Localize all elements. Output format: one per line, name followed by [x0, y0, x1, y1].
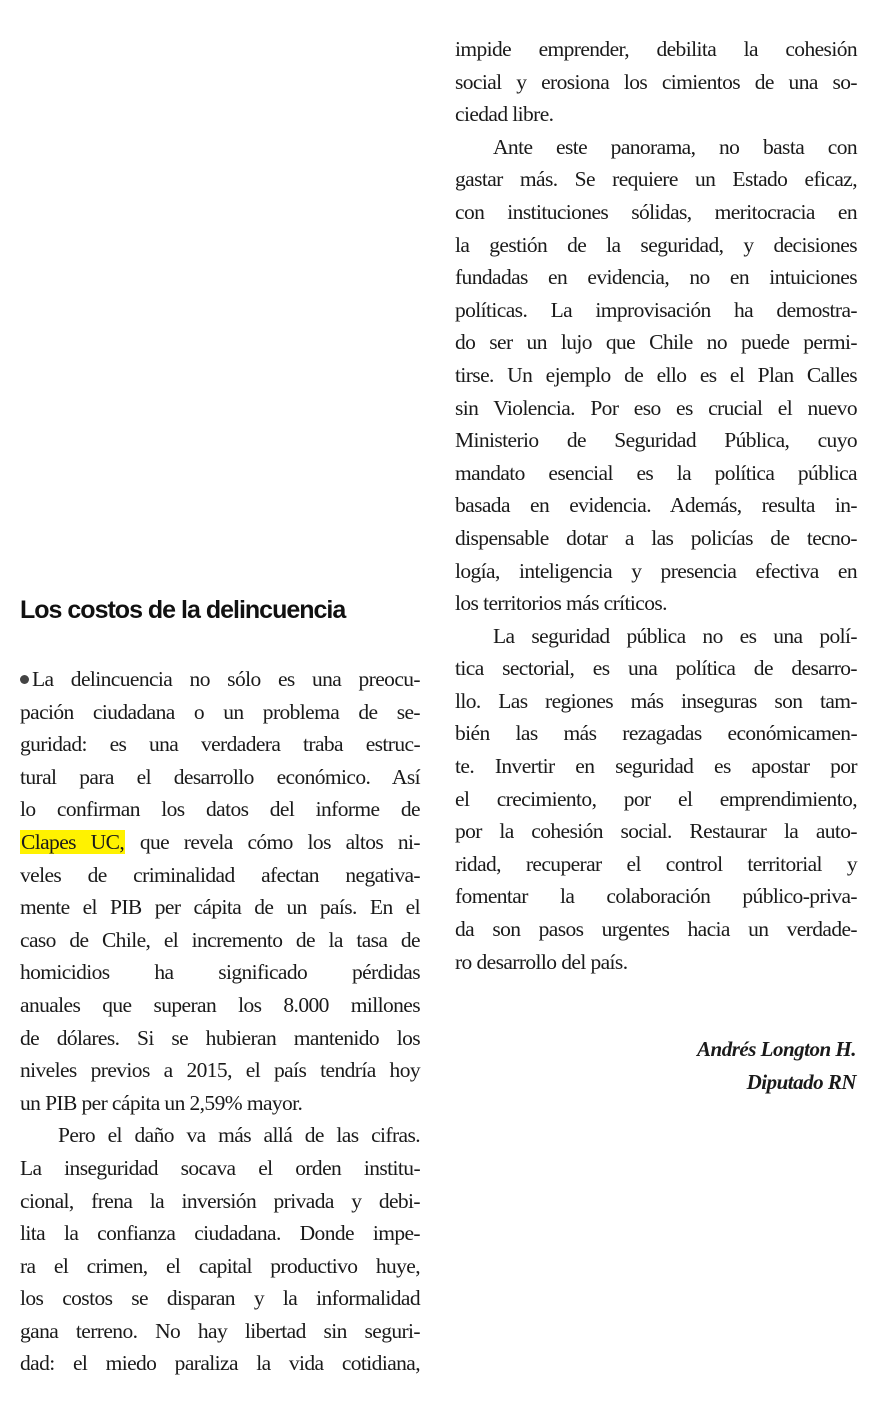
text-line: llo. Las regiones más inseguras son tam- [455, 688, 857, 713]
right-column [455, 33, 857, 978]
text-line: gastar más. Se requiere un Estado eficaz, [455, 167, 857, 192]
text-line: ro desarrollo del país. [455, 949, 628, 974]
text-line [20, 826, 420, 859]
text-line: el crecimiento, por el emprendimiento, [455, 786, 857, 811]
left-column [20, 663, 420, 1380]
text-line: Pero el daño va más allá de las cifras. [58, 1123, 420, 1148]
text-line: tirse. Un ejemplo de ello es el Plan Calles [455, 362, 857, 387]
text-line: fundadas en evidencia, no en intuiciones [455, 265, 857, 290]
text-line: te. Invertir en seguridad es apostar por [455, 754, 857, 779]
text-line: ridad, recuperar el control territorial y [455, 851, 857, 876]
text-line: do ser un lujo que Chile no puede permi- [455, 330, 857, 355]
text-line: de dólares. Si se hubieran mantenido los [20, 1025, 420, 1050]
text-line: Ante este panorama, no basta con [493, 134, 857, 159]
text-line: los territorios más críticos. [455, 591, 667, 616]
text-line: guridad: es una verdadera traba estruc- [20, 732, 420, 757]
text-line: fomentar la colaboración público-priva- [455, 884, 857, 909]
text-line: homicidios ha significado pérdidas [20, 960, 420, 985]
text-line: logía, inteligencia y presencia efectiva en [455, 558, 857, 583]
text-line: social y erosiona los cimientos de una so- [455, 69, 857, 94]
text-line: la gestión de la seguridad, y decisiones [455, 232, 857, 257]
text-line: sin Violencia. Por eso es crucial el nuevo [455, 395, 857, 420]
text-line: gana terreno. No hay libertad sin seguri- [20, 1318, 420, 1343]
text-line: caso de Chile, el incremento de la tasa de [20, 927, 420, 952]
text-line: La seguridad pública no es una polí- [493, 623, 857, 648]
text-line: por la cohesión social. Restaurar la auto- [455, 819, 857, 844]
text-span: La delincuencia no sólo es una preocu- [32, 667, 420, 691]
text-line: ra el crimen, el capital productivo huye, [20, 1253, 420, 1278]
text-line: un PIB per cápita un 2,59% mayor. [20, 1090, 303, 1115]
text-line: políticas. La improvisación ha demostra- [455, 297, 857, 322]
text-line: La inseguridad socava el orden institu- [20, 1155, 420, 1180]
author-name: Andrés Longton H. [697, 1037, 856, 1061]
text-span: que revela cómo los altos ni- [125, 829, 420, 854]
text-line: dad: el miedo paraliza la vida cotidiana, [20, 1351, 420, 1376]
text-line: pación ciudadana o un problema de se- [20, 699, 420, 724]
text-line: anuales que superan los 8.000 millones [20, 992, 420, 1017]
text-line: bién las más rezagadas económicamen- [455, 721, 857, 746]
text-line: los costos se disparan y la informalidad [20, 1286, 420, 1311]
highlighted-reference: Clapes UC, [21, 829, 125, 854]
text-line: tural para el desarrollo económico. Así [20, 764, 420, 789]
text-line: lo confirman los datos del informe de [20, 797, 420, 822]
text-line: basada en evidencia. Además, resulta in- [455, 493, 857, 518]
text-line: mente el PIB per cápita de un país. En el [20, 895, 420, 920]
text-line: da son pasos urgentes hacia un verdade- [455, 917, 857, 942]
text-line: impide emprender, debilita la cohesión [455, 37, 857, 61]
author-role: Diputado RN [746, 1070, 856, 1094]
article-headline: Los costos de la delincuencia [20, 596, 346, 624]
bullet-icon [20, 675, 29, 684]
text-line: veles de criminalidad afectan negativa- [20, 862, 420, 887]
text-line: ciedad libre. [455, 102, 554, 127]
text-line: tica sectorial, es una política de desarro- [455, 656, 857, 681]
text-line: Ministerio de Seguridad Pública, cuyo [455, 428, 857, 453]
text-line: con instituciones sólidas, meritocracia en [455, 199, 857, 224]
text-line: niveles previos a 2015, el país tendría hoy [20, 1058, 420, 1083]
text-line: dispensable dotar a las policías de tecno- [455, 525, 857, 550]
text-line: lita la confianza ciudadana. Donde impe- [20, 1221, 420, 1246]
text-line [20, 663, 420, 696]
text-line: cional, frena la inversión privada y debi- [20, 1188, 420, 1213]
text-line: mandato esencial es la política pública [455, 460, 857, 485]
